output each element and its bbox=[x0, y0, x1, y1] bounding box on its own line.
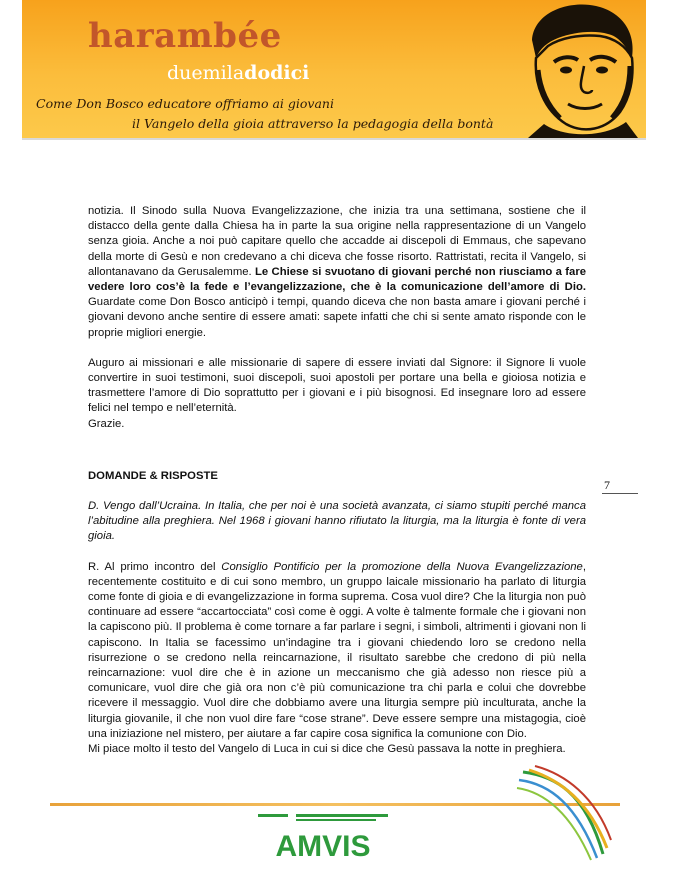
amvis-logo-text: AMVIS bbox=[275, 830, 371, 860]
amvis-logo bbox=[256, 812, 391, 860]
motto-line-1: Come Don Bosco educatore offriamo ai giovani bbox=[36, 96, 334, 111]
page-number-rule bbox=[602, 493, 638, 494]
answer-text-a: R. Al primo incontro del bbox=[88, 560, 222, 573]
year-light: duemila bbox=[167, 62, 245, 84]
question-paragraph: D. Vengo dall’Ucraina. In Italia, che per noi è una società avanzata, ci siamo stupiti perché manca l’abitudine alla preghiera. Nel 1968 i giovani hanno rifiutato la liturgia, ma la liturgia è fonte di vera gioia. bbox=[88, 500, 586, 543]
motto-line-2: il Vangelo della gioia attraverso la pedagogia della bontà bbox=[132, 116, 494, 131]
year-bold: dodici bbox=[244, 62, 310, 84]
year-subtitle bbox=[167, 62, 309, 84]
paragraph-1-text-a: notizia. Il Sinodo sulla Nuova Evangelizzazione, che inizia tra una settimana, sostiene che il distacco della gente dalla Chiesa ha in parte la sua origine nella rappresentazione di un Vangelo senza gioia. Anche a noi può capitare quello che accadde ai discepoli di Emmaus, che sapevano della morte di Gesù e non credevano a chi diceva che fosse risorto. Rattristati, recita il Vangelo, si allontanavano da Gerusalemme. bbox=[88, 205, 586, 278]
answer-paragraph bbox=[88, 560, 586, 742]
page-number: 7 bbox=[604, 478, 610, 492]
don-bosco-portrait-icon bbox=[514, 0, 644, 138]
article-body bbox=[88, 204, 586, 757]
section-heading: DOMANDE & RISPOSTE bbox=[88, 469, 218, 482]
paragraph-2: Auguro ai missionari e alle missionarie di sapere di essere inviati dal Signore: il Signore li vuole convertire in suoi testimoni, suoi discepoli, suoi apostoli per portare una bella e gioiosa notizia e trasmettere l’amore di Dio soprattutto per i giovani e i più bisognosi. Ed insegnare loro ad essere felici nel tempo e nell’eternità. bbox=[88, 356, 586, 415]
header-divider bbox=[22, 138, 646, 140]
thanks-line: Grazie. bbox=[88, 417, 125, 430]
paragraph-1 bbox=[88, 204, 586, 341]
header-banner bbox=[22, 0, 646, 138]
brand-title: harambée bbox=[88, 16, 282, 56]
paragraph-1-emphasis: Le Chiese si svuotano di giovani perché non riusciamo a fare vedere loro cos’è la fede e l’evangelizzazione, che è la comunicazione dell’amore di Dio. bbox=[88, 265, 586, 294]
answer-text-b: , recentemente costituito e di cui sono membro, un gruppo laicale missionario ha parlato di liturgia come fonte di gioia e di evangelizzazione in forma suprema. Cosa vuol dire? Che la liturgia non può continuare ad essere “accartocciata” così come è oggi. A volte è talmente formale che i giovani non la capiscono più. Il problema è come tornare a far parlare i segni, i simboli, altrimenti i giovani non li capiscono. In Italia se facessimo un’indagine tra i giovani chiedendo loro se credono nella risurrezione o se credono nella reincarnazione, il risultato sarebbe che credono di più nella reincarnazione: vuol dire che è in azione un meccanismo che già adesso non riesce più a comunicare, vuol dire che già ora non c’è più comunicazione tra chi parla e colui che dovrebbe ricevere il messaggio. Vuol dire che dobbiamo avere una liturgia sempre più inculturata, anche la liturgia giovanile, il che non vuol dire fare “cose strane”. Deve essere sempre una mistagogia, cioè una iniziazione nel mistero, per aiutare a far capire cosa significa la comunione con Dio. bbox=[88, 560, 586, 740]
paragraph-1-text-b: Guardate come Don Bosco anticipò i tempi, quando diceva che non basta amare i giovani perché i giovani devono anche sentire di essere amati: sapete infatti che chi si sente amato risponde con le proprie migliori energie. bbox=[88, 296, 586, 339]
footer-swoosh-icon bbox=[515, 762, 615, 862]
answer-italic: Consiglio Pontificio per la promozione della Nuova Evangelizzazione bbox=[221, 560, 583, 573]
last-line: Mi piace molto il testo del Vangelo di Luca in cui si dice che Gesù passava la notte in preghiera. bbox=[88, 743, 566, 756]
